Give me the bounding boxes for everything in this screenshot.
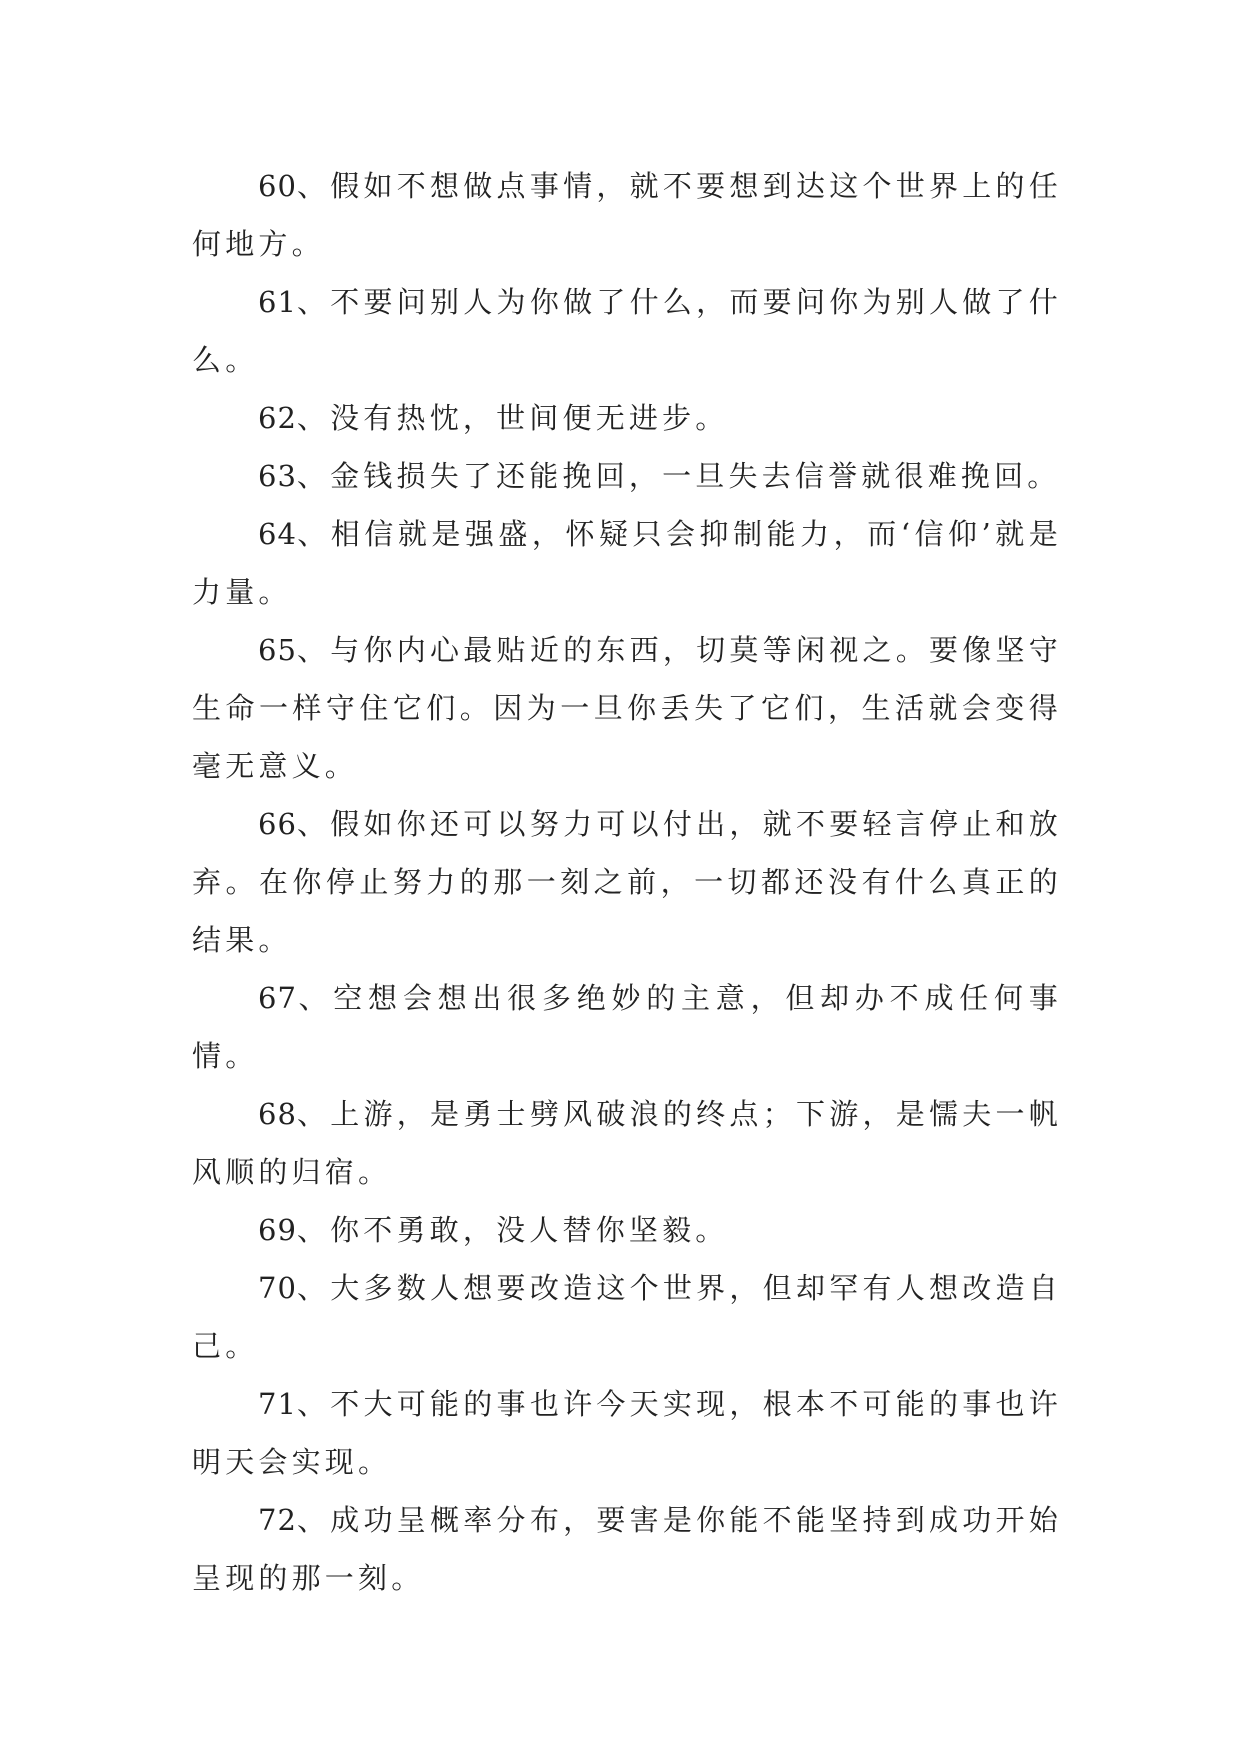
paragraph-67 — [192, 969, 1062, 1085]
paragraph-72 — [192, 1491, 1062, 1607]
paragraph-number: 61 — [258, 285, 297, 319]
paragraph-text: 、假如不想做点事情，就不要想到达这个世界上的任何地方。 — [192, 169, 1062, 261]
paragraph-70 — [192, 1259, 1062, 1375]
paragraph-60 — [192, 157, 1062, 273]
paragraph-text: 、不要问别人为你做了什么，而要问你为别人做了什么。 — [192, 285, 1062, 377]
paragraph-number: 64 — [258, 517, 297, 551]
paragraph-text: 、空想会想出很多绝妙的主意，但却办不成任何事情。 — [192, 981, 1062, 1073]
paragraph-69 — [192, 1201, 1062, 1259]
paragraph-text: 、大多数人想要改造这个世界，但却罕有人想改造自己。 — [192, 1271, 1062, 1363]
paragraph-number: 69 — [258, 1213, 297, 1247]
paragraph-65 — [192, 621, 1062, 795]
paragraph-text: 、相信就是强盛，怀疑只会抑制能力，而‘信仰’就是力量。 — [192, 517, 1062, 609]
paragraph-number: 67 — [258, 981, 297, 1015]
paragraph-text: 、没有热忱，世间便无进步。 — [296, 401, 729, 435]
paragraph-62 — [192, 389, 1062, 447]
paragraph-63 — [192, 447, 1062, 505]
paragraph-71 — [192, 1375, 1062, 1491]
paragraph-text: 、上游，是勇士劈风破浪的终点；下游，是懦夫一帆风顺的归宿。 — [192, 1097, 1062, 1189]
paragraph-68 — [192, 1085, 1062, 1201]
paragraph-text: 、你不勇敢，没人替你坚毅。 — [296, 1213, 729, 1247]
paragraph-text: 、成功呈概率分布，要害是你能不能坚持到成功开始呈现的那一刻。 — [192, 1503, 1062, 1595]
paragraph-number: 62 — [258, 401, 297, 435]
paragraph-61 — [192, 273, 1062, 389]
paragraph-64 — [192, 505, 1062, 621]
paragraph-number: 72 — [258, 1503, 297, 1537]
paragraph-text: 、假如你还可以努力可以付出，就不要轻言停止和放弃。在你停止努力的那一刻之前，一切都还没有什么真正的结果。 — [192, 807, 1062, 957]
paragraph-text: 、与你内心最贴近的东西，切莫等闲视之。要像坚守生命一样守住它们。因为一旦你丢失了它们，生活就会变得毫无意义。 — [192, 633, 1062, 783]
paragraph-number: 71 — [258, 1387, 297, 1421]
document-body — [192, 157, 1062, 1607]
paragraph-number: 66 — [258, 807, 297, 841]
paragraph-number: 68 — [258, 1097, 297, 1131]
paragraph-text: 、金钱损失了还能挽回，一旦失去信誉就很难挽回。 — [296, 459, 1061, 493]
paragraph-text: 、不大可能的事也许今天实现，根本不可能的事也许明天会实现。 — [192, 1387, 1062, 1479]
paragraph-66 — [192, 795, 1062, 969]
paragraph-number: 63 — [258, 459, 297, 493]
paragraph-number: 65 — [258, 633, 297, 667]
paragraph-number: 70 — [258, 1271, 297, 1305]
paragraph-number: 60 — [258, 169, 297, 203]
